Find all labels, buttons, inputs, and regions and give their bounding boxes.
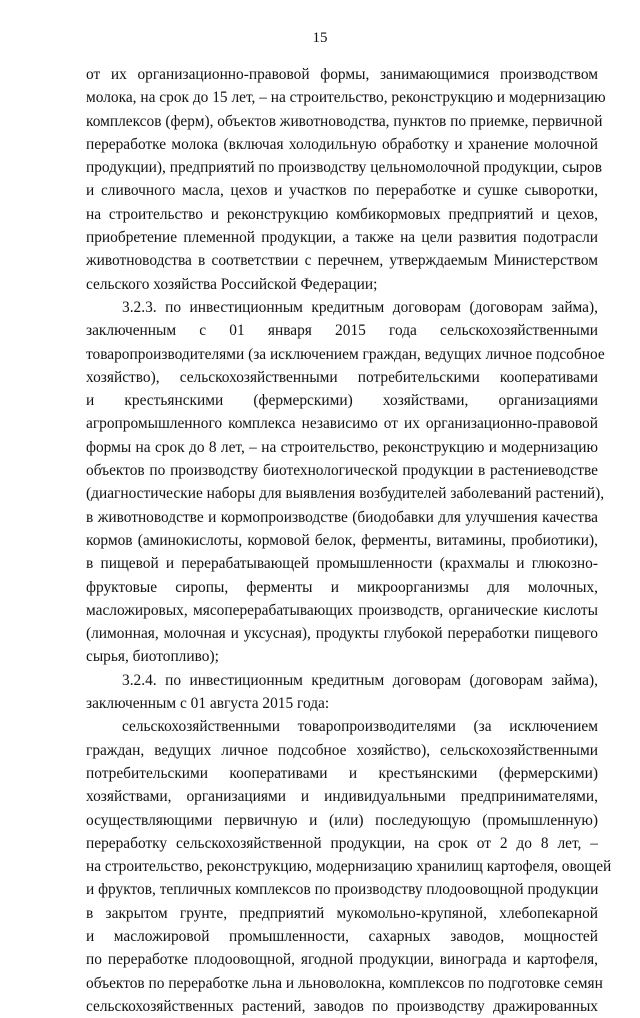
text-line: и фруктов, тепличных комплексов по производству плодоовощной продукции: [86, 881, 599, 899]
text-line: фруктовые сиропы, ферменты и микроорганизмы для молочных,: [86, 578, 598, 596]
text-line: сельского хозяйства Российской Федерации;: [86, 275, 378, 293]
text-line: граждан, ведущих личное подсобное хозяйство), сельскохозяйственными: [86, 741, 598, 759]
text-line: на строительство, реконструкцию, модернизацию хранилищ картофеля, овощей: [86, 858, 612, 876]
page-number: 15: [312, 30, 328, 46]
text-line: молока, на срок до 15 лет, – на строительство, реконструкцию и модернизацию: [86, 89, 606, 107]
paragraph-3-2-4-item: [86, 715, 612, 1018]
text-line: сырья, биотопливо);: [86, 648, 219, 666]
paragraph-1: [86, 63, 606, 296]
text-line: сельскохозяйственными товаропроизводителями (за исключением: [122, 718, 598, 736]
text-line: потребительскими кооперативами и крестьянскими (фермерскими): [86, 764, 598, 782]
text-line: формы на срок до 8 лет, – на строительство, реконструкцию и модернизацию: [86, 438, 598, 456]
paragraph-3-2-4: [86, 669, 598, 716]
text-line: в животноводстве и кормопроизводстве (биодобавки для улучшения качества: [86, 508, 598, 526]
text-line: от их организационно-правовой формы, занимающимися производством: [86, 66, 598, 83]
text-line: и крестьянскими (фермерскими) хозяйствами, организациями: [86, 392, 598, 410]
text-line: заключенным с 01 января 2015 года сельскохозяйственными: [86, 322, 598, 340]
text-line: по переработке плодоовощной, ягодной продукции, винограда и картофеля,: [86, 951, 598, 969]
document-body: [86, 63, 612, 1018]
text-line: комплексов (ферм), объектов животноводства, пунктов по приемке, первичной: [86, 112, 603, 130]
text-line: 3.2.3. по инвестиционным кредитным договорам (договорам займа),: [122, 298, 598, 316]
text-line: переработке молока (включая холодильную обработку и хранение молочной: [86, 135, 598, 153]
text-line: в пищевой и перерабатывающей промышленности (крахмалы и глюкозно-: [86, 555, 598, 573]
text-line: переработку сельскохозяйственной продукции, на срок от 2 до 8 лет, –: [86, 834, 598, 852]
text-line: 3.2.4. по инвестиционным кредитным договорам (договорам займа),: [122, 671, 598, 689]
text-line: агропромышленного комплекса независимо от их организационно-правовой: [86, 415, 598, 433]
text-line: хозяйствами, организациями и индивидуальными предпринимателями,: [86, 788, 598, 806]
text-line: заключенным с 01 августа 2015 года:: [86, 695, 330, 713]
text-line: масложировых, мясоперерабатывающих производств, органические кислоты: [86, 601, 598, 619]
text-line: приобретение племенной продукции, а также на цели развития подотрасли: [86, 229, 598, 247]
text-line: в закрытом грунте, предприятий мукомольно-крупяной, хлебопекарной: [86, 904, 598, 922]
text-line: сельскохозяйственных растений, заводов по производству дражированных: [86, 997, 598, 1015]
paragraph-3-2-3: [86, 296, 605, 669]
text-line: товаропроизводителями (за исключением граждан, ведущих личное подсобное: [86, 345, 605, 363]
text-line: (лимонная, молочная и уксусная), продукты глубокой переработки пищевого: [86, 625, 598, 643]
text-line: и сливочного масла, цехов и участков по переработке и сушке сыворотки,: [86, 182, 598, 200]
text-line: хозяйство), сельскохозяйственными потребительскими кооперативами: [86, 368, 598, 386]
text-line: объектов по переработке льна и льноволокна, комплексов по подготовке семян: [86, 974, 603, 992]
text-line: на строительство и реконструкцию комбикормовых предприятий и цехов,: [86, 205, 598, 223]
text-line: животноводства в соответствии с перечнем, утверждаемым Министерством: [86, 252, 598, 270]
text-line: продукции), предприятий по производству цельномолочной продукции, сыров: [86, 159, 602, 177]
text-line: и масложировой промышленности, сахарных заводов, мощностей: [86, 927, 598, 945]
text-line: объектов по производству биотехнологической продукции в растениеводстве: [86, 462, 598, 480]
text-line: кормов (аминокислоты, кормовой белок, ферменты, витамины, пробиотики),: [86, 531, 598, 549]
text-line: осуществляющими первичную и (или) последующую (промышленную): [86, 811, 598, 829]
text-line: (диагностические наборы для выявления возбудителей заболеваний растений),: [86, 485, 605, 503]
